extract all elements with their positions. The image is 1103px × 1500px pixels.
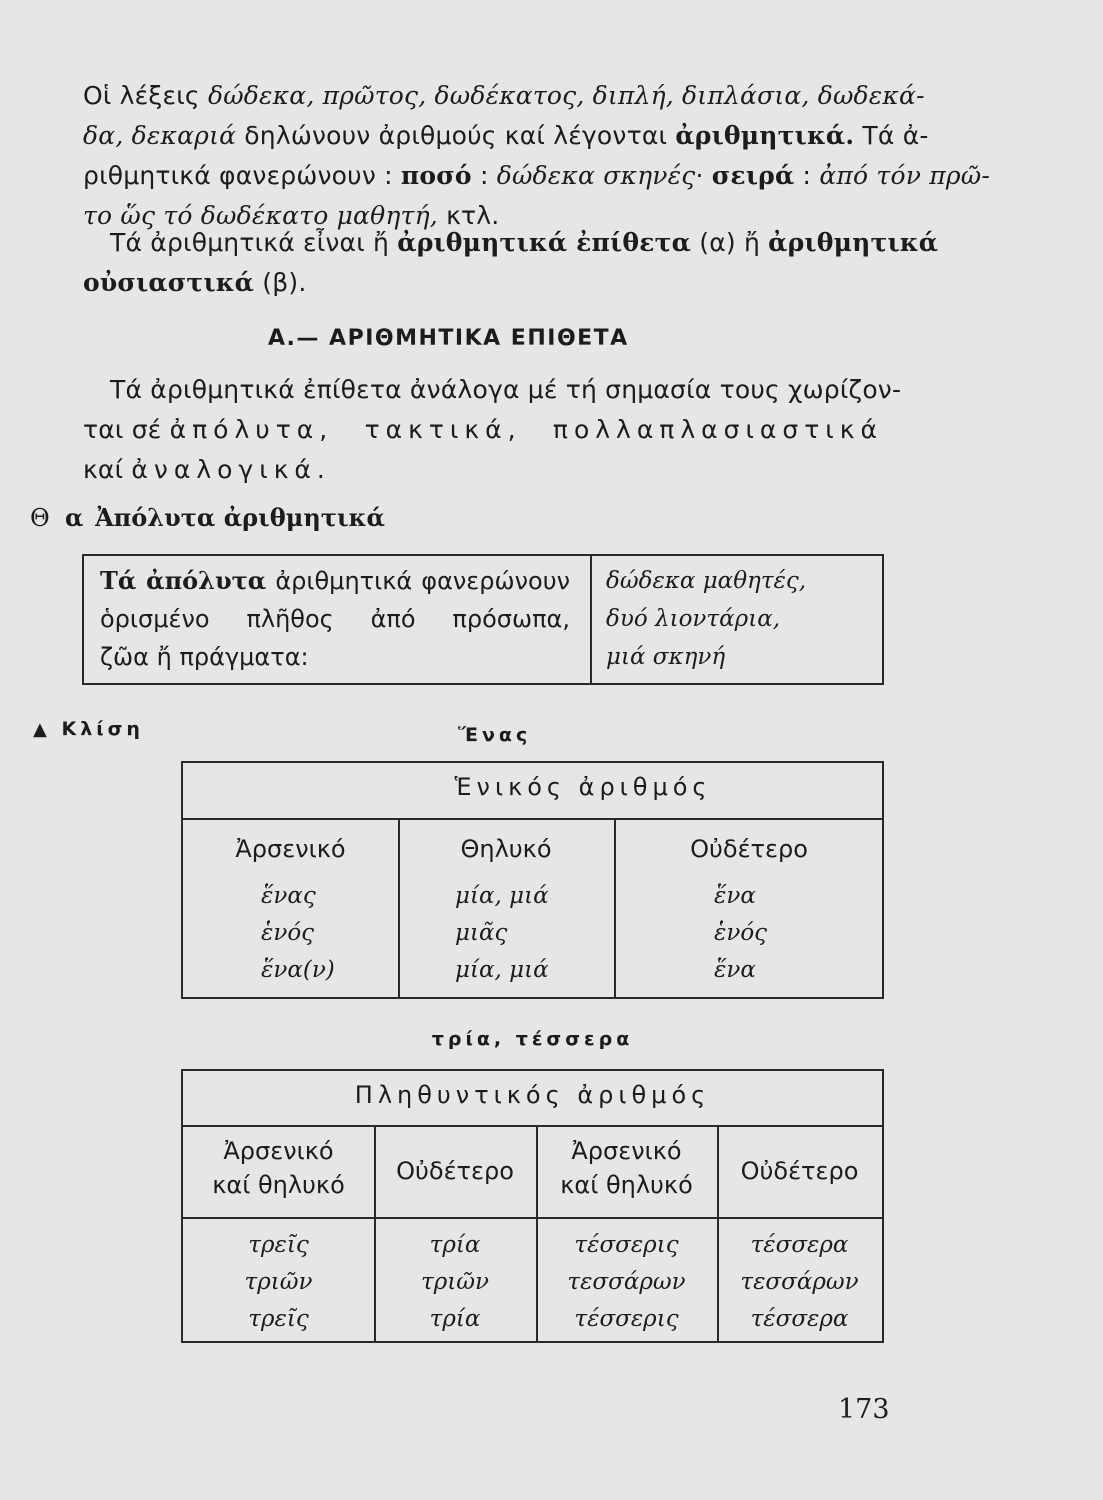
example-words: δα, δεκαριά — [83, 121, 237, 150]
section-line-3 — [83, 450, 883, 490]
form-accusative: μία, μιά — [455, 957, 549, 983]
text: ἀριθμητικά φανερώνουν — [266, 567, 570, 595]
example-1: δώδεκα μαθητές, — [606, 568, 807, 594]
intro-paragraph — [83, 76, 991, 236]
tessera-neuter-forms — [717, 1227, 882, 1338]
klisi-text: Κλίση — [61, 718, 144, 740]
text: ριθμητικά φανερώνουν : — [83, 161, 401, 190]
form-accusative: ἕνα — [714, 957, 756, 983]
header-rule-2 — [183, 1217, 882, 1219]
col-neuter-3 — [374, 1153, 536, 1189]
def-line-1 — [100, 562, 570, 600]
subsection-title — [30, 503, 385, 532]
subsection-title-text: Ἀπόλυτα ἀριθμητικά — [95, 503, 385, 532]
plural-number-label: Πληθυντικός ἀριθμός — [354, 1081, 711, 1109]
col-header: Ἀρσενικό — [235, 835, 346, 863]
def-line-3: ζῶα ἤ πράγματα: — [100, 643, 309, 671]
example: ἀπό τόν πρῶ- — [819, 161, 991, 190]
definition-box — [82, 554, 884, 685]
col-header: Οὐδέτερο — [396, 1157, 514, 1185]
text: Οἱ λέξεις — [83, 81, 208, 110]
masculine-forms — [261, 878, 335, 989]
intro-line-1 — [83, 76, 925, 116]
form-genitive: μιᾶς — [455, 920, 508, 946]
form-accusative: τέσσερις — [574, 1306, 679, 1332]
example: δώδεκα σκηνές — [496, 161, 696, 190]
neuter-forms — [714, 878, 767, 989]
form-nominative: τέσσερις — [574, 1232, 679, 1258]
col-header: καί θηλυκό — [212, 1171, 345, 1199]
klisi-label — [33, 718, 144, 740]
theta-marker: Θ — [30, 504, 50, 532]
form-nominative: μία, μιά — [455, 883, 549, 909]
enas-heading: Ἕνας — [458, 724, 532, 746]
form-accusative: τρία — [429, 1306, 481, 1332]
term-arithmitika: ἀριθμητικά. — [675, 121, 855, 150]
page-number: 173 — [838, 1394, 890, 1425]
term: ἀριθμητικά — [768, 228, 939, 257]
term: ἀριθμητικά ἐπίθετα — [397, 228, 692, 257]
form-nominative: τέσσερα — [750, 1232, 849, 1258]
col-header: Ἀρσενικό — [571, 1137, 682, 1165]
col-masc-fem-4 — [536, 1134, 717, 1202]
form-accusative: ἕνα(ν) — [261, 957, 335, 983]
kind-analogika: ἀναλογικά. — [131, 455, 331, 484]
col-header: Θηλυκό — [460, 835, 552, 863]
col-neuter-4 — [717, 1153, 882, 1189]
intro-line-3 — [83, 156, 991, 196]
kinds-paragraph — [83, 223, 939, 303]
text: Τά ἀριθμητικά εἶναι ἤ — [110, 228, 398, 257]
feminine-forms — [455, 878, 549, 989]
tria-heading: τρία, τέσσερα — [431, 1028, 634, 1050]
text: : — [471, 161, 497, 190]
example-3: μιά σκηνή — [606, 644, 726, 670]
kind-taktika: τακτικά, — [364, 415, 522, 444]
form-genitive: ἑνός — [714, 920, 768, 946]
example-words: δώδεκα, πρῶτος, δωδέκατος, διπλή, διπλάσια, δωδεκά- — [207, 81, 925, 110]
text: δηλώνουν ἀριθμούς καί λέγονται — [236, 121, 676, 150]
kind-pollaplasiastika: πολλαπλασιαστικά — [552, 415, 883, 444]
tria-masc-fem-forms — [183, 1227, 374, 1338]
subsection-letter: α — [64, 503, 84, 532]
text: (α) ἤ — [691, 228, 769, 257]
section-heading: Α.— ΑΡΙΘΜΗΤΙΚΑ ΕΠΙΘΕΤΑ — [268, 326, 629, 351]
term-seira: σειρά — [711, 161, 795, 190]
col-masculine — [183, 831, 398, 867]
form-accusative: τρεῖς — [248, 1306, 309, 1332]
col-masc-fem-3 — [183, 1134, 374, 1202]
form-nominative: τρία — [429, 1232, 481, 1258]
tessera-masc-fem-forms — [536, 1227, 717, 1338]
form-genitive: τριῶν — [420, 1269, 489, 1295]
section-line-1: Τά ἀριθμητικά ἐπίθετα ἀνάλογα μέ τή σημασία τους χωρίζον- — [110, 375, 902, 404]
intro-line-2 — [83, 116, 929, 156]
text: ται σέ — [83, 415, 170, 444]
singular-number-label: Ἑνικός ἀριθμός — [454, 773, 712, 801]
form-genitive: ἑνός — [261, 920, 315, 946]
col-feminine — [398, 831, 614, 867]
triangle-icon: ▲ — [33, 719, 51, 740]
kind-apoluta: ἀπόλυτα, — [169, 415, 334, 444]
form-accusative: τέσσερα — [750, 1306, 849, 1332]
col-neuter — [614, 831, 884, 867]
form-genitive: τεσσάρων — [740, 1269, 859, 1295]
col-header: καί θηλυκό — [560, 1171, 693, 1199]
section-line-2 — [83, 410, 883, 450]
singular-table — [181, 761, 884, 999]
tria-neuter-forms — [374, 1227, 536, 1338]
form-genitive: τριῶν — [244, 1269, 313, 1295]
definition-text — [100, 562, 570, 676]
def-line-2: ὁρισμένο πλῆθος ἀπό πρόσωπα, — [100, 605, 570, 633]
text: · — [695, 161, 712, 190]
kinds-line-2 — [83, 263, 883, 303]
text: : — [794, 161, 820, 190]
text — [83, 410, 333, 450]
term-poso: ποσό — [400, 161, 472, 190]
section-paragraph — [83, 370, 902, 490]
example-2: δυό λιοντάρια, — [606, 606, 781, 632]
form-nominative: ἕνας — [261, 883, 316, 909]
kinds-line-1 — [83, 223, 939, 263]
definition-examples — [606, 562, 806, 676]
plural-table — [181, 1069, 884, 1343]
text: καί — [83, 455, 132, 484]
col-header: Ἀρσενικό — [223, 1137, 334, 1165]
header-rule — [183, 1125, 882, 1127]
form-nominative: τρεῖς — [248, 1232, 309, 1258]
divider — [590, 556, 592, 683]
text: (β). — [254, 268, 307, 297]
col-header: Οὐδέτερο — [740, 1157, 859, 1185]
example: το ὥς τό δωδέκατο μαθητή, — [83, 201, 438, 230]
text: Τά ἀ- — [854, 121, 929, 150]
term: Τά ἀπόλυτα — [100, 566, 267, 595]
form-genitive: τεσσάρων — [567, 1269, 686, 1295]
term: οὐσιαστικά — [83, 268, 255, 297]
form-nominative: ἕνα — [714, 883, 756, 909]
col-header: Οὐδέτερο — [690, 835, 808, 863]
header-rule — [181, 818, 882, 820]
text: κτλ. — [437, 201, 500, 230]
